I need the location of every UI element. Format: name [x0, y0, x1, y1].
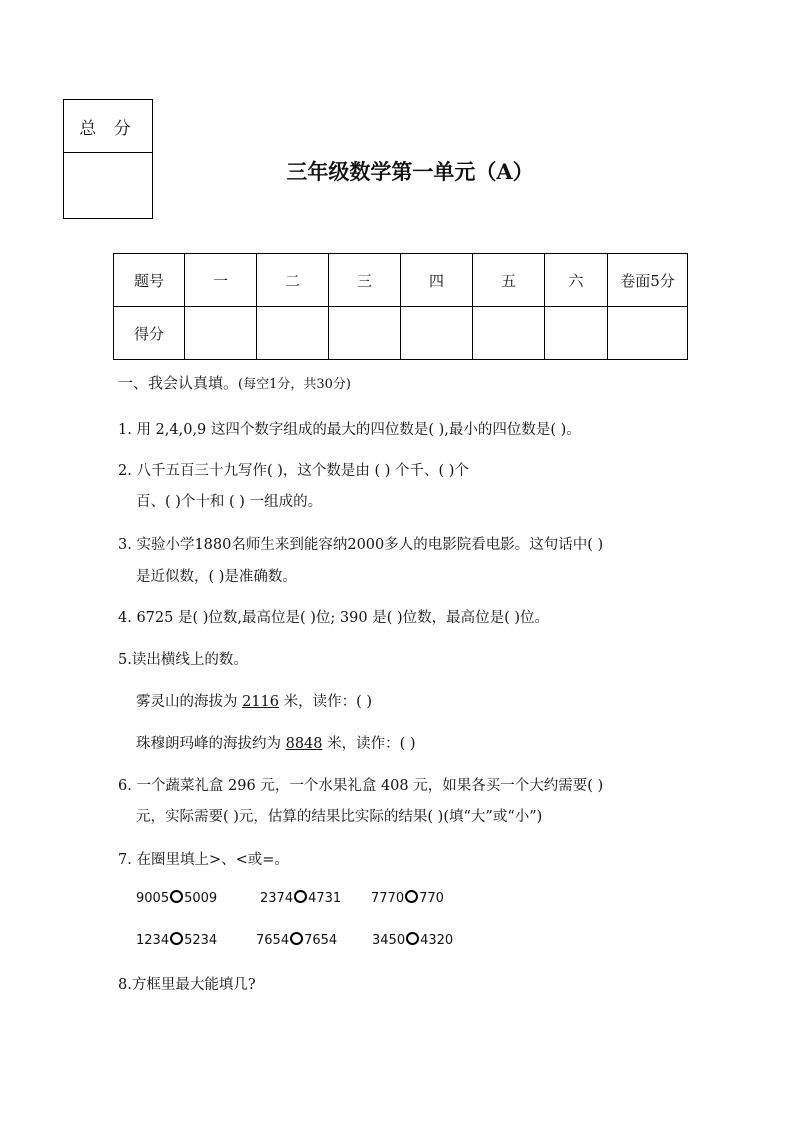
comparison-right: 4320 [420, 933, 454, 948]
score-table [113, 253, 688, 360]
circle-blank-icon[interactable] [406, 932, 419, 945]
row-header-score: 得分 [114, 307, 185, 360]
circle-blank-icon[interactable] [294, 890, 307, 903]
comparison-right: 4731 [308, 891, 342, 906]
question-5a-number: 2116 [242, 694, 280, 710]
comparison-item [136, 932, 256, 948]
comparison-item [136, 890, 260, 906]
total-score-blank[interactable] [64, 153, 152, 218]
question-5-heading: 5.读出横线上的数。 [118, 652, 248, 668]
circle-blank-icon[interactable] [170, 932, 183, 945]
question-5a-prefix: 雾灵山的海拔为 [136, 694, 243, 710]
comparison-item [256, 932, 372, 948]
comparison-item [371, 890, 444, 906]
circle-blank-icon[interactable] [170, 890, 183, 903]
comparison-row-1 [136, 890, 444, 906]
score-cell-5[interactable] [473, 307, 545, 360]
question-2-line-1: 2. 八千五百三十九写作( )，这个数是由 ( ) 个千、( )个 [118, 463, 469, 479]
comparison-row-2 [136, 932, 453, 948]
score-cell-4[interactable] [401, 307, 473, 360]
col-header-5: 五 [473, 254, 545, 307]
question-6-line-1: 6. 一个蔬菜礼盒 296 元，一个水果礼盒 408 元，如果各买一个大约需要( ) [118, 778, 604, 794]
comparison-right: 7654 [304, 933, 338, 948]
question-5a-suffix: 米，读作：( ) [279, 694, 373, 710]
comparison-right: 5234 [184, 933, 218, 948]
comparison-left: 7770 [371, 891, 405, 906]
total-score-box [63, 99, 153, 219]
question-1: 1. 用 2,4,0,9 这四个数字组成的最大的四位数是( ),最小的四位数是( )。 [118, 422, 581, 438]
comparison-item [372, 932, 453, 948]
question-5b-suffix: 米，读作：( ) [322, 736, 416, 752]
total-score-label: 总 分 [64, 100, 152, 153]
comparison-left: 2374 [260, 891, 294, 906]
question-5a [136, 690, 372, 711]
score-cell-1[interactable] [185, 307, 257, 360]
score-cell-6[interactable] [545, 307, 608, 360]
question-3-line-2: 是近似数，( )是准确数。 [136, 569, 297, 585]
circle-blank-icon[interactable] [405, 890, 418, 903]
col-header-6: 六 [545, 254, 608, 307]
section-1-heading [118, 372, 351, 393]
comparison-left: 7654 [256, 933, 290, 948]
row-header-question-number: 题号 [114, 254, 185, 307]
col-header-3: 三 [329, 254, 401, 307]
comparison-right: 770 [419, 891, 444, 906]
question-5b-number: 8848 [285, 736, 323, 752]
question-7-heading: 7. 在圈里填上>、<或=。 [118, 852, 289, 868]
comparison-item [260, 890, 371, 906]
page-title: 三年级数学第一单元（A） [286, 159, 534, 184]
circle-blank-icon[interactable] [290, 932, 303, 945]
question-5b [136, 732, 416, 753]
col-header-2: 二 [257, 254, 329, 307]
col-header-1: 一 [185, 254, 257, 307]
comparison-left: 9005 [136, 891, 170, 906]
score-cell-3[interactable] [329, 307, 401, 360]
question-5b-prefix: 珠穆朗玛峰的海拔约为 [136, 736, 286, 752]
question-8-heading: 8.方框里最大能填几? [118, 977, 256, 993]
col-header-4: 四 [401, 254, 473, 307]
comparison-left: 3450 [372, 933, 406, 948]
col-header-neatness: 卷面5分 [608, 254, 688, 307]
section-1-note: (每空1分，共30分) [238, 377, 351, 392]
section-1-title: 一、我会认真填。 [118, 374, 239, 392]
question-4: 4. 6725 是( )位数,最高位是( )位; 390 是( )位数，最高位是( )位。 [118, 610, 550, 626]
score-cell-neatness[interactable] [608, 307, 688, 360]
comparison-right: 5009 [184, 891, 218, 906]
comparison-left: 1234 [136, 933, 170, 948]
score-cell-2[interactable] [257, 307, 329, 360]
question-2-line-2: 百、( )个十和 ( ) 一组成的。 [136, 494, 323, 510]
question-6-line-2: 元，实际需要( )元，估算的结果比实际的结果( )(填“大”或“小”) [136, 809, 543, 825]
question-3-line-1: 3. 实验小学1880名师生来到能容纳2000多人的电影院看电影。这句话中( ) [118, 537, 604, 553]
